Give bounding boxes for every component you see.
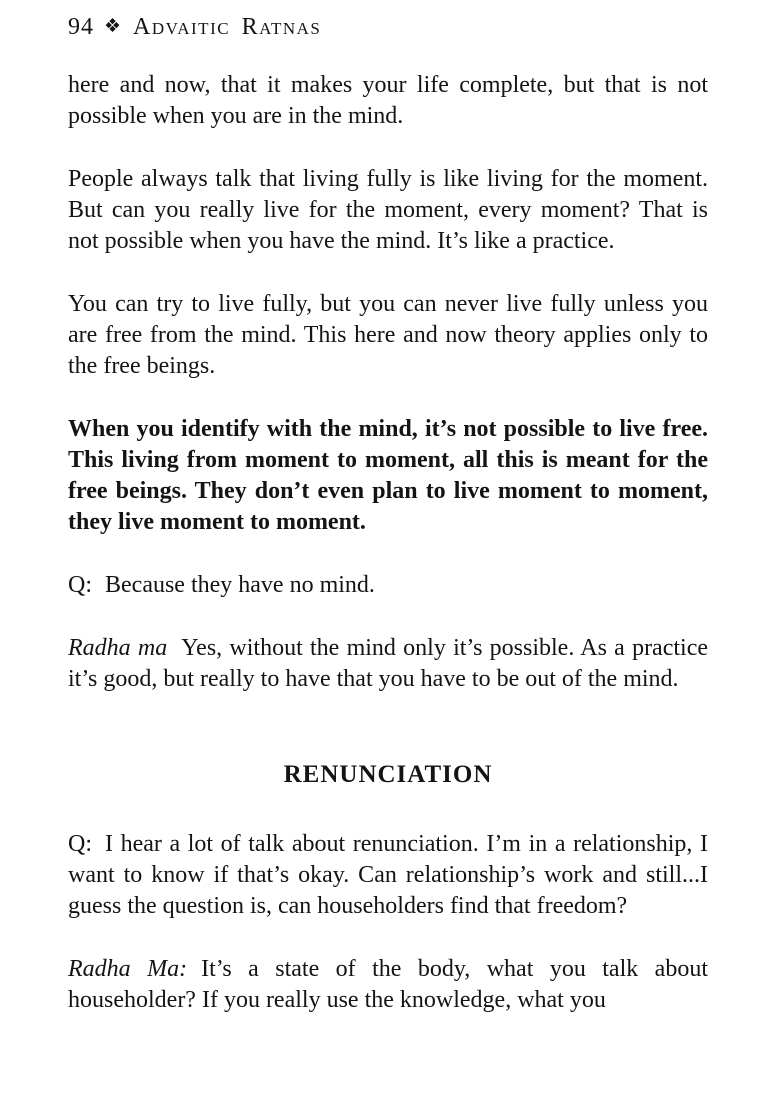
paragraph: here and now, that it makes your life complete, but that is not possible when you are in the mind. [68, 72, 708, 129]
question-label: Q: [68, 572, 92, 598]
question-label: Q: [68, 831, 92, 857]
page-number: 94 [68, 14, 94, 40]
paragraph-bold: When you identify with the mind, it’s not possible to live free. This living from moment to moment, all this is meant for the free beings. They don’t even plan to live moment to moment, they live moment to moment. [68, 416, 708, 535]
question-paragraph [68, 829, 708, 922]
page-header [68, 12, 708, 44]
section-heading: RENUNCIATION [283, 761, 493, 788]
book-title: Advaitic Ratnas [133, 14, 322, 40]
speaker-text: Yes, without the mind only it’s possible. As a practice it’s good, but really to have that you have to be out of the mind. [68, 635, 709, 692]
diamond-ornament-icon: ❖ [104, 16, 122, 37]
question-paragraph [68, 570, 708, 601]
speaker-paragraph [68, 633, 708, 695]
paragraph: People always talk that living fully is like living for the moment. But can you really live for the moment, every moment? That is not possible when you have the mind. It’s like a practice. [68, 166, 708, 254]
speaker-name: Radha Ma: [68, 956, 188, 982]
speaker-paragraph [68, 954, 708, 1016]
paragraph: You can try to live fully, but you can never live fully unless you are free from the mind. This here and now theory applies only to the free beings. [68, 291, 708, 379]
question-text: I hear a lot of talk about renunciation. I’m in a relationship, I want to know if that’s okay. Can relationship’s work and still...I guess the question is, can householders find that freedom? [68, 831, 708, 919]
speaker-name: Radha ma [68, 635, 168, 661]
question-text: Because they have no mind. [105, 572, 375, 598]
speaker-text: It’s a state of the body, what you talk about householder? If you really use the knowledge, what you [68, 956, 708, 1013]
